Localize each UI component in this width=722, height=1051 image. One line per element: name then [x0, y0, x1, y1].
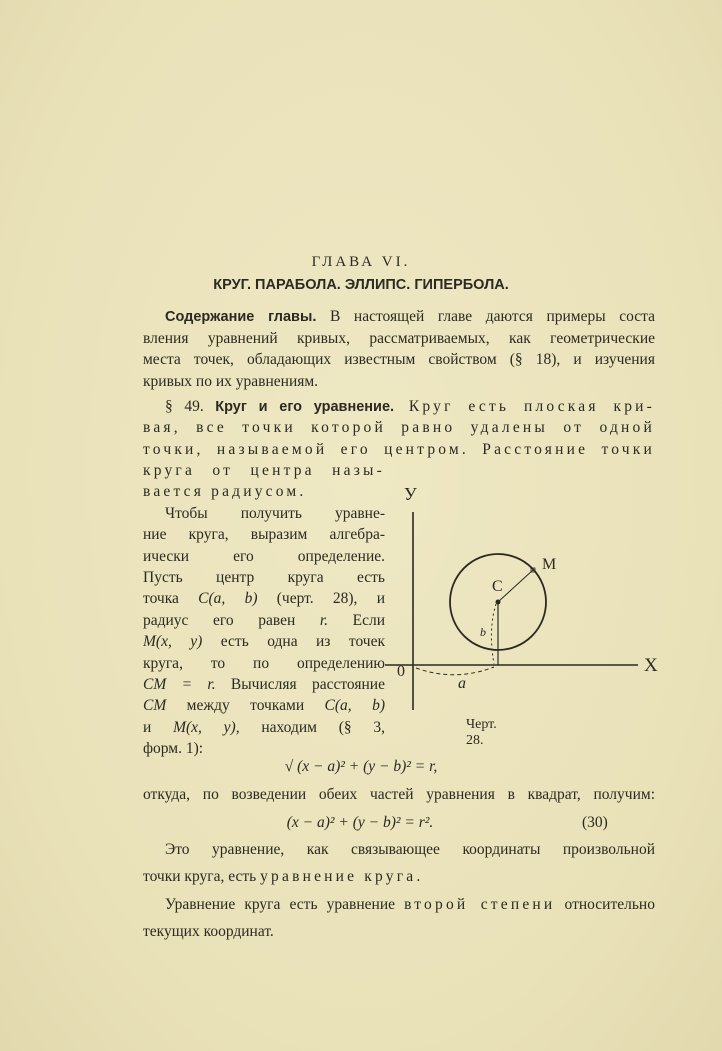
a-dashed-arc — [416, 667, 494, 675]
math-expression: CM — [143, 697, 167, 714]
equation — [0, 757, 722, 777]
circle-diagram — [380, 480, 670, 710]
text-line — [143, 350, 655, 370]
text-line — [165, 397, 655, 417]
text-segment: В настоящей главе даются примеры соста — [316, 308, 655, 325]
a-label: a — [458, 675, 466, 692]
text-segment: Это уравнение, как связывающее координаты произвольной — [165, 841, 655, 858]
text-segment: круга от центра назы- — [143, 462, 385, 479]
text-segment: ние круга, выразим алгебра- — [143, 526, 385, 543]
text-line — [143, 482, 385, 502]
text-segment: форм. 1): — [143, 740, 204, 757]
text-segment: Уравнение круга есть уравнение — [165, 896, 405, 913]
figure-caption: Черт. 28. — [466, 717, 497, 748]
center-label: C — [492, 578, 503, 595]
x-axis-label: X — [644, 655, 658, 676]
text-line — [143, 418, 655, 438]
text-segment: и — [143, 719, 174, 736]
bold-heading: Содержание главы. — [165, 309, 317, 325]
y-axis-label: У — [404, 484, 417, 504]
text-line — [143, 329, 655, 349]
text-segment: Чтобы получить уравне- — [165, 505, 385, 522]
origin-label: 0 — [397, 663, 405, 680]
text-segment: ически его определение. — [143, 548, 385, 565]
text-segment: между точками — [166, 697, 325, 714]
text-line — [143, 568, 385, 588]
text-line — [143, 867, 655, 887]
text-line — [143, 547, 385, 567]
math-expression: (x − a)² + (y − b)² = r². — [286, 814, 434, 831]
math-expression: M(x, y), — [173, 719, 240, 736]
math-expression: C(a, b) — [198, 590, 258, 607]
b-label: b — [480, 625, 486, 639]
text-line — [143, 589, 385, 609]
chapter-title: ГЛАВА VI. — [311, 254, 411, 270]
text-segment: радиус его равен — [143, 612, 320, 629]
text-line — [143, 372, 655, 392]
text-line — [165, 504, 385, 524]
text-line — [143, 440, 655, 460]
b-dotted-arc — [491, 604, 496, 664]
text-segment: точки круга, есть — [143, 868, 261, 885]
radius-line — [498, 570, 533, 602]
text-segment: находим (§ 3, — [239, 719, 385, 736]
math-expression: C(a, b) — [324, 697, 385, 714]
bold-heading: Круг и его уравнение. — [215, 399, 395, 415]
equation — [220, 813, 500, 833]
text-segment: кривых по их уравнениям. — [143, 373, 319, 390]
text-segment: точки, называемой его центром. Расстояние точки — [143, 441, 655, 458]
math-expression: √ (x − a)² + (y − b)² = r, — [284, 758, 438, 775]
text-segment: есть одна из точек — [202, 633, 385, 650]
center-point — [496, 600, 501, 605]
equation-number: (30) — [582, 814, 608, 831]
text-line — [143, 785, 655, 805]
text-line — [143, 525, 385, 545]
math-expression: r. — [319, 612, 329, 629]
math-expression: CM = r. — [143, 676, 216, 693]
text-segment: Если — [328, 612, 385, 629]
text-line — [143, 922, 655, 942]
text-line — [165, 307, 655, 327]
text-line — [143, 611, 385, 631]
text-line — [143, 675, 385, 695]
text-line — [143, 632, 385, 652]
text-segment: места точек, обладающих известным свойством (§ 18), и изучения — [143, 351, 655, 368]
text-segment: относительно — [555, 896, 655, 913]
math-expression: M(x, y) — [143, 633, 203, 650]
text-segment: § 49. — [165, 398, 216, 415]
text-segment: откуда, по возведении обеих частей уравнения в квадрат, получим: — [143, 786, 655, 803]
text-line — [143, 461, 385, 481]
text-segment: Вычисляя расстояние — [215, 676, 385, 693]
text-segment: Круг есть плоская кри- — [394, 398, 655, 415]
text-segment: точка — [143, 590, 199, 607]
point-m-label: M — [542, 556, 557, 573]
text-segment: второй степени — [404, 896, 556, 913]
text-line — [165, 840, 655, 860]
text-segment: Пусть центр круга есть — [143, 569, 385, 586]
text-segment: вая, все точки которой равно удалены от одной — [143, 419, 655, 436]
text-segment: вления уравнений кривых, рассматриваемых, как геометрические — [143, 330, 655, 347]
text-segment: круга, то по определению — [143, 655, 385, 672]
text-line — [143, 696, 385, 716]
text-segment: уравнение круга. — [260, 868, 424, 885]
text-line — [143, 739, 385, 759]
text-segment: текущих координат. — [143, 923, 274, 940]
text-line — [143, 654, 385, 674]
text-line — [165, 895, 655, 915]
text-segment: вается радиусом. — [143, 483, 307, 500]
text-segment: (черт. 28), и — [257, 590, 385, 607]
text-line — [143, 718, 385, 738]
chapter-subtitle: КРУГ. ПАРАБОЛА. ЭЛЛИПС. ГИПЕРБОЛА. — [213, 277, 509, 293]
